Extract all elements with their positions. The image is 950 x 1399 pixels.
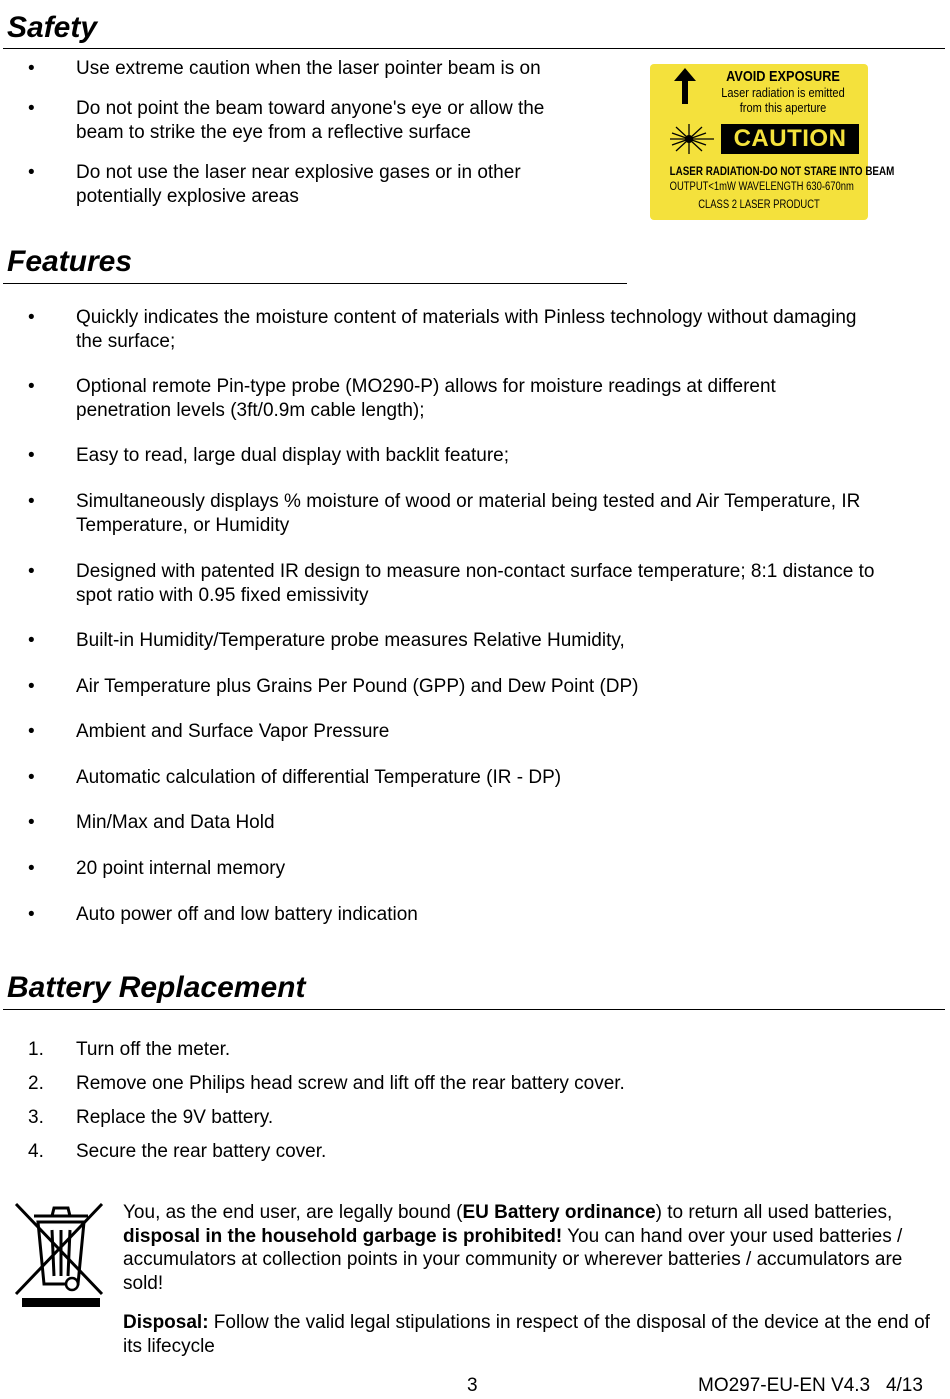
- item-line: potentially explosive areas: [76, 186, 299, 207]
- laser-warning-icon: [662, 122, 716, 156]
- disposal-label: Disposal:: [123, 1312, 209, 1333]
- notice-bold: EU Battery ordinance: [462, 1202, 656, 1223]
- feature-item: [76, 766, 561, 790]
- label-caution-banner: CAUTION: [721, 124, 859, 154]
- battery-heading: Battery Replacement: [7, 971, 306, 1004]
- laser-caution-label: [650, 64, 895, 220]
- list-bullet: •: [28, 812, 35, 833]
- list-bullet: •: [28, 98, 35, 119]
- step-number: 3.: [28, 1107, 44, 1128]
- notice-text: You, as the end user, are legally bound (: [123, 1202, 463, 1223]
- label-line: CLASS 2 LASER PRODUCT: [698, 199, 820, 211]
- notice-bold: disposal in the household garbage is prohibited!: [123, 1225, 563, 1247]
- arrow-up-icon: [674, 68, 696, 104]
- item-line: Do not use the laser near explosive gases or in other: [76, 162, 521, 183]
- step-number: 2.: [28, 1073, 44, 1094]
- item-line: Built-in Humidity/Temperature probe measures Relative Humidity,: [76, 630, 625, 651]
- item-line: Air Temperature plus Grains Per Pound (GPP) and Dew Point (DP): [76, 676, 639, 697]
- list-bullet: •: [28, 721, 35, 742]
- feature-item: [76, 720, 389, 744]
- label-line: Laser radiation is emitted: [721, 85, 845, 100]
- list-bullet: •: [28, 58, 35, 79]
- list-bullet: •: [28, 858, 35, 879]
- feature-item: [76, 811, 275, 835]
- features-rule: [3, 283, 627, 284]
- item-line: Quickly indicates the moisture content of materials with Pinless technology without damaging: [76, 307, 857, 328]
- crossed-out-bin-icon: [12, 1200, 106, 1310]
- step-text: Turn off the meter.: [76, 1039, 231, 1060]
- item-line: Auto power off and low battery indication: [76, 904, 418, 925]
- item-line: Optional remote Pin-type probe (MO290-P) allows for moisture readings at different: [76, 376, 776, 397]
- list-bullet: •: [28, 491, 35, 512]
- label-line: OUTPUT<1mW WAVELENGTH 630-670nm: [669, 181, 854, 193]
- safety-item: [76, 97, 544, 145]
- safety-rule: [3, 48, 945, 49]
- safety-heading: Safety: [7, 11, 98, 44]
- battery-disposal-notice: [123, 1201, 943, 1295]
- label-line: LASER RADIATION-DO NOT STARE INTO BEAM: [669, 164, 895, 178]
- feature-item: [76, 306, 856, 354]
- list-bullet: •: [28, 676, 35, 697]
- step-text: Remove one Philips head screw and lift off the rear battery cover.: [76, 1073, 625, 1094]
- item-line: Ambient and Surface Vapor Pressure: [76, 721, 390, 742]
- item-line: Easy to read, large dual display with backlit feature;: [76, 445, 510, 466]
- list-bullet: •: [28, 767, 35, 788]
- item-line: Temperature, or Humidity: [76, 515, 290, 536]
- item-line: 20 point internal memory: [76, 858, 286, 879]
- item-line: beam to strike the eye from a reflective surface: [76, 122, 471, 143]
- list-bullet: •: [28, 445, 35, 466]
- feature-item: [76, 629, 625, 653]
- feature-item: [76, 675, 639, 699]
- item-line: Designed with patented IR design to measure non-contact surface temperature; 8:1 distance to: [76, 561, 875, 582]
- feature-item: [76, 903, 418, 927]
- notice-text: ) to return all used batteries,: [655, 1202, 893, 1223]
- item-line: Simultaneously displays % moisture of wood or material being tested and Air Temperature, IR: [76, 491, 861, 512]
- label-line: from this aperture: [739, 100, 827, 115]
- safety-item: [76, 57, 541, 81]
- step-number: 1.: [28, 1039, 44, 1060]
- label-avoid-exposure: AVOID EXPOSURE: [726, 68, 840, 85]
- list-bullet: •: [28, 162, 35, 183]
- list-bullet: •: [28, 904, 35, 925]
- feature-item: [76, 560, 874, 608]
- notice-text: Follow the valid legal stipulations in respect of the disposal of the device at the end of its lifecycle: [123, 1312, 930, 1357]
- item-line: Min/Max and Data Hold: [76, 812, 275, 833]
- feature-item: [76, 857, 285, 881]
- device-disposal-notice: [123, 1311, 943, 1358]
- step-number: 4.: [28, 1141, 44, 1162]
- notice-text: You can hand over your used batteries / accumulators at collection points in your community or wherever batteries / accumulators are sold!: [123, 1225, 903, 1294]
- step-text: Replace the 9V battery.: [76, 1107, 274, 1128]
- step-text: Secure the rear battery cover.: [76, 1141, 327, 1162]
- item-line: Do not point the beam toward anyone's eye or allow the: [76, 98, 545, 119]
- list-bullet: •: [28, 307, 35, 328]
- feature-item: [76, 375, 776, 423]
- features-heading: Features: [7, 245, 133, 278]
- item-line: Automatic calculation of differential Temperature (IR - DP): [76, 767, 562, 788]
- item-line: Use extreme caution when the laser pointer beam is on: [76, 58, 541, 79]
- battery-rule: [3, 1009, 945, 1010]
- list-bullet: •: [28, 630, 35, 651]
- item-line: the surface;: [76, 331, 176, 352]
- feature-item: [76, 444, 509, 468]
- document-id: MO297-EU-EN V4.3 4/13: [698, 1375, 923, 1396]
- safety-item: [76, 161, 521, 209]
- feature-item: [76, 490, 860, 538]
- item-line: spot ratio with 0.95 fixed emissivity: [76, 585, 369, 606]
- item-line: penetration levels (3ft/0.9m cable length);: [76, 400, 425, 421]
- list-bullet: •: [28, 376, 35, 397]
- page-number: 3: [467, 1375, 478, 1396]
- list-bullet: •: [28, 561, 35, 582]
